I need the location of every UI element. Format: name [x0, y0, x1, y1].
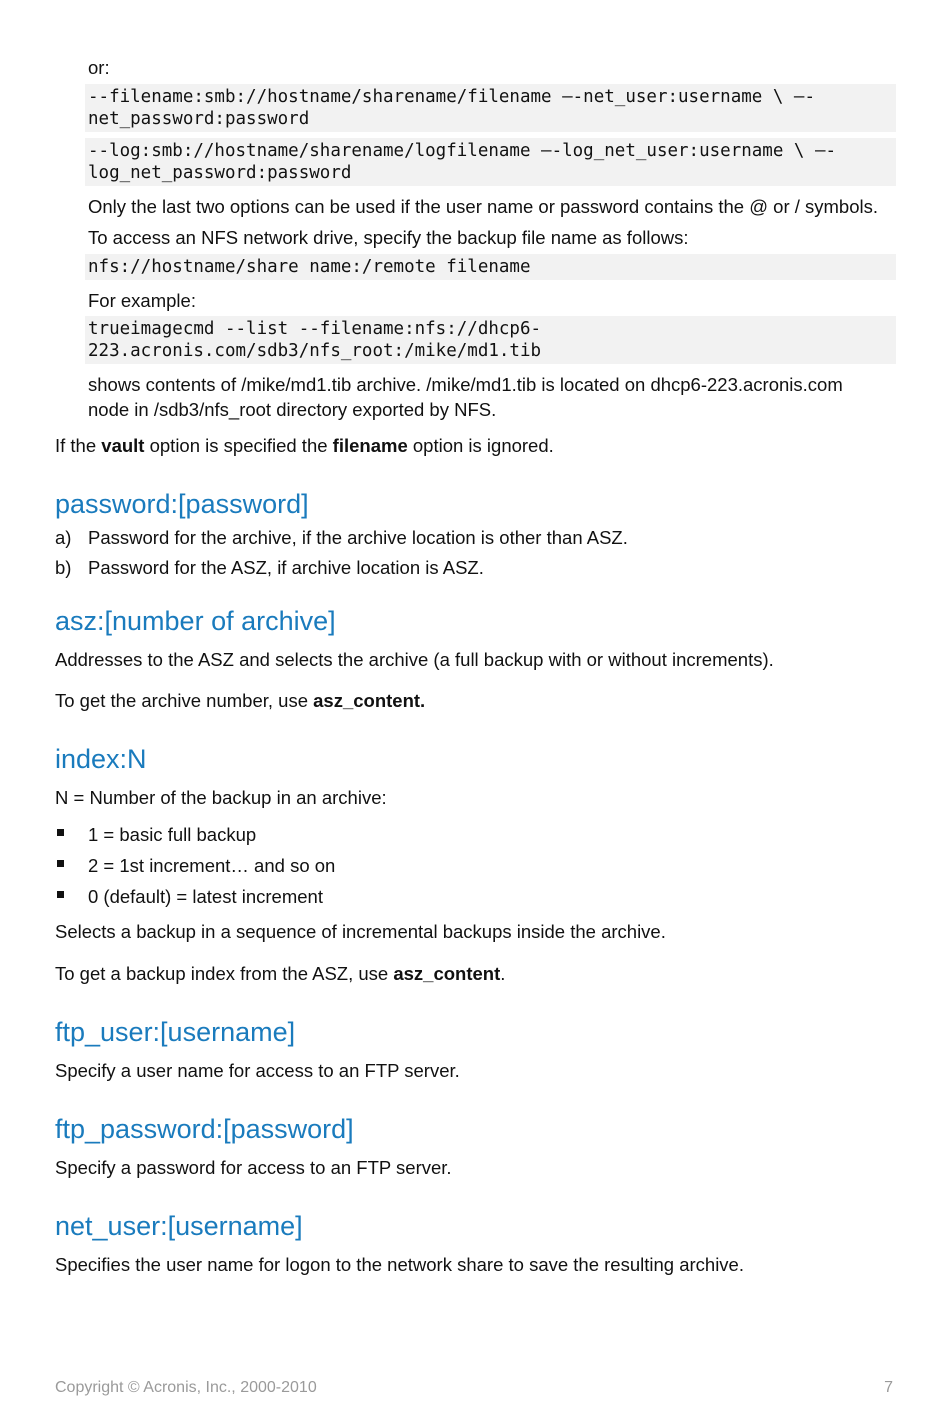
bullet-item-text: 1 = basic full backup — [88, 824, 257, 845]
list-item-text: Password for the ASZ, if archive location is ASZ. — [88, 557, 484, 578]
paragraph-shows-contents-line2: node in /sdb3/nfs_root directory exported by NFS. — [88, 399, 497, 420]
asz-number-text: To get the archive number, use — [55, 690, 314, 711]
code-block-smb-filename: --filename:smb://hostname/sharename/filename –-net_user:username \ –- net_password:password — [85, 84, 896, 132]
bullet-item-text: 0 (default) = latest increment — [88, 886, 323, 907]
paragraph-index-description: N = Number of the backup in an archive: — [55, 787, 387, 808]
paragraph-nfs-access: To access an NFS network drive, specify the backup file name as follows: — [88, 227, 689, 248]
index-asz-text: . — [500, 963, 506, 984]
paragraph-asz-number — [55, 688, 894, 713]
paragraph-index-selects: Selects a backup in a sequence of incremental backups inside the archive. — [55, 921, 666, 942]
paragraph-only-last-two: Only the last two options can be used if the user name or password contains the @ or / symbols. — [88, 196, 879, 217]
footer-copyright: Copyright © Acronis, Inc., 2000-2010 — [55, 1379, 317, 1396]
paragraph-vault-note — [55, 433, 894, 458]
code-block-nfs-example: trueimagecmd --list --filename:nfs://dhcp6- 223.acronis.com/sdb3/nfs_root:/mike/md1.tib — [85, 316, 896, 364]
footer-page-number: 7 — [884, 1379, 893, 1396]
index-asz-text: To get a backup index from the ASZ, use — [55, 963, 394, 984]
vault-keyword: vault — [101, 435, 145, 456]
paragraph-ftp-user: Specify a user name for access to an FTP server. — [55, 1060, 460, 1081]
heading-password: password:[password] — [55, 489, 309, 519]
list-marker: b) — [55, 557, 72, 578]
heading-index: index:N — [55, 744, 147, 774]
square-bullet-icon — [57, 860, 64, 867]
code-block-nfs-format: nfs://hostname/share name:/remote filename — [85, 254, 896, 280]
square-bullet-icon — [57, 829, 64, 836]
list-item-text: Password for the archive, if the archive location is other than ASZ. — [88, 527, 628, 548]
paragraph-index-asz — [55, 961, 894, 986]
asz-content-keyword: asz_content — [393, 963, 501, 984]
heading-asz: asz:[number of archive] — [55, 606, 336, 636]
code-block-smb-log: --log:smb://hostname/sharename/logfilename –-log_net_user:username \ –- log_net_password:password — [85, 138, 896, 186]
paragraph-shows-contents-line1: shows contents of /mike/md1.tib archive. /mike/md1.tib is located on dhcp6-223.acronis.com — [88, 374, 843, 395]
list-marker: a) — [55, 527, 72, 548]
vault-note-text: If the — [55, 435, 102, 456]
bullet-item-text: 2 = 1st increment… and so on — [88, 855, 336, 876]
square-bullet-icon — [57, 891, 64, 898]
vault-note-text: option is specified the — [144, 435, 333, 456]
or-label: or: — [88, 57, 110, 78]
heading-ftp-password: ftp_password:[password] — [55, 1114, 354, 1144]
paragraph-ftp-password: Specify a password for access to an FTP server. — [55, 1157, 452, 1178]
vault-note-text: option is ignored. — [407, 435, 554, 456]
heading-ftp-user: ftp_user:[username] — [55, 1017, 296, 1047]
filename-keyword: filename — [332, 435, 408, 456]
paragraph-for-example: For example: — [88, 290, 196, 311]
paragraph-asz-description: Addresses to the ASZ and selects the archive (a full backup with or without increments). — [55, 649, 774, 670]
asz-content-keyword: asz_content. — [313, 690, 426, 711]
paragraph-net-user: Specifies the user name for logon to the network share to save the resulting archive. — [55, 1254, 744, 1275]
heading-net-user: net_user:[username] — [55, 1211, 303, 1241]
